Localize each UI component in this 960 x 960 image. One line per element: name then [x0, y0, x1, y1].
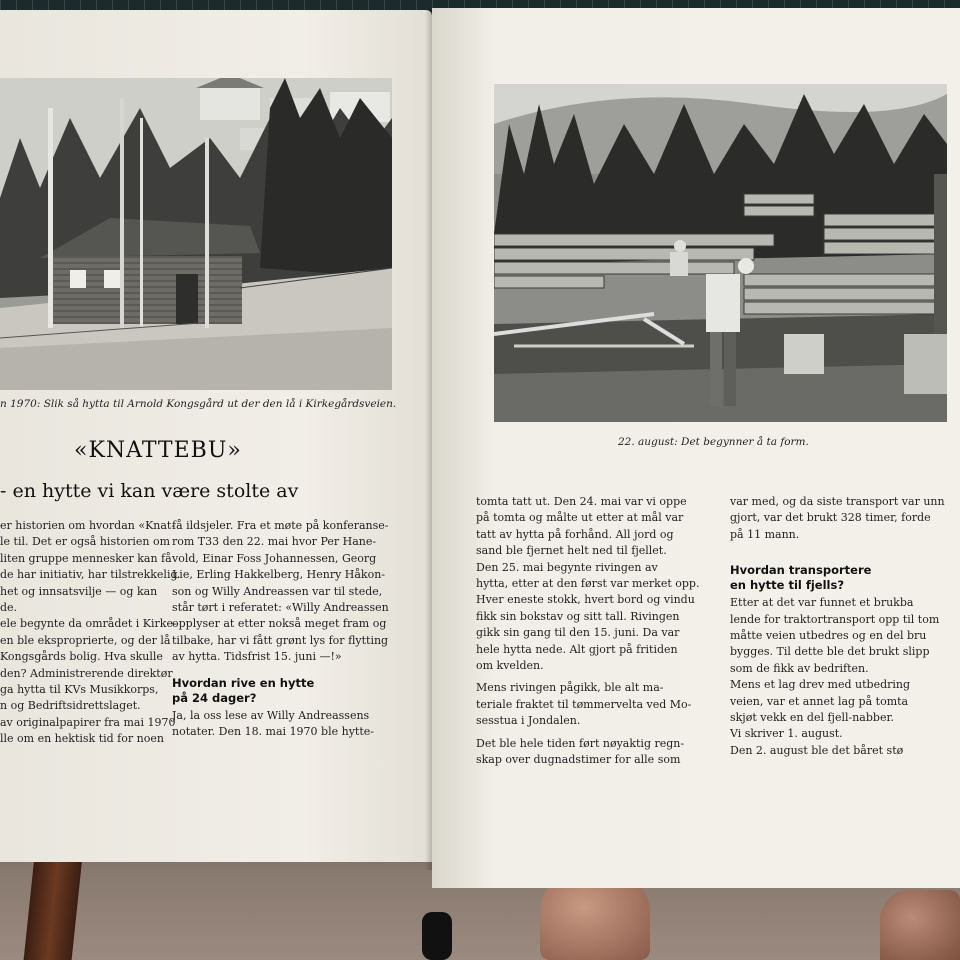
text-line: måtte veien utbedres og en del bru: [730, 629, 927, 643]
text-line: Den 25. mai begynte rivingen av: [476, 560, 658, 574]
text-line: en ble eksproprierte, og der lå: [0, 633, 171, 647]
text-line: hele hytta nede. Alt gjort på fritiden: [476, 642, 678, 656]
dark-object: [422, 912, 452, 960]
text-line: fikk sin bokstav og sitt tall. Rivingen: [476, 609, 680, 623]
text-line: sesstua i Jondalen.: [476, 714, 581, 728]
article-title: «KNATTEBU»: [74, 438, 242, 463]
text-line: Den 2. august ble det båret stø: [730, 743, 904, 757]
text-column-3: [476, 494, 716, 769]
text-line: var med, og da siste transport var unn: [730, 495, 945, 508]
text-line: tatt av hytta på forhånd. All jord og: [476, 527, 674, 541]
heading-line: på 24 dager?: [172, 690, 257, 705]
text-line: sand ble fjernet helt ned til fjellet.: [476, 544, 667, 558]
text-line: son og Willy Andreassen var til stede,: [172, 584, 383, 598]
text-line: Hver eneste stokk, hvert bord og vindu: [476, 593, 695, 607]
article-subtitle: - en hytte vi kan være stolte av: [0, 480, 299, 502]
text-line: Mens et lag drev med utbedring: [730, 678, 911, 692]
section-heading: [730, 563, 960, 593]
text-line: av hytta. Tidsfrist 15. juni —!»: [172, 650, 342, 664]
text-line: Lie, Erling Hakkelberg, Henry Håkon-: [172, 568, 386, 582]
photo-cabin-construction: [494, 84, 947, 422]
text-line: het og innsatsvilje — og kan: [0, 584, 158, 598]
photo-old-cabin: [0, 78, 392, 390]
text-line: som de fikk av bedriften.: [730, 661, 869, 675]
text-line: Etter at det var funnet et brukba: [730, 596, 914, 610]
text-line: Ja, la oss lese av Willy Andreassens: [172, 708, 370, 722]
text-line: bygges. Til dette ble det brukt slipp: [730, 645, 930, 659]
heading-line: Hvordan transportere: [730, 563, 872, 578]
text-line: veien, var et annet lag på tomta: [730, 694, 909, 708]
text-line: Vi skriver 1. august.: [730, 727, 843, 741]
text-line: gjort, var det brukt 328 timer, forde: [730, 511, 931, 525]
text-column-1: [0, 518, 178, 748]
text-line: hytta, etter at den først var merket opp.: [476, 577, 700, 591]
text-line: ga hytta til KVs Musikkorps,: [0, 683, 159, 697]
text-line: ele begynte da området i Kirke-: [0, 617, 177, 631]
text-line: liten gruppe mennesker kan få: [0, 551, 172, 565]
text-line: rom T33 den 22. mai hvor Per Hane-: [172, 535, 377, 549]
text-line: opplyser at etter nokså meget fram og: [172, 617, 387, 631]
text-line: på tomta og målte ut etter at mål var: [476, 511, 684, 525]
text-line: den? Administrerende direktør: [0, 666, 173, 680]
text-line: på 11 mann.: [730, 527, 800, 541]
text-line: Kongsgårds bolig. Hva skulle: [0, 650, 163, 664]
text-line: de har initiativ, har tilstrekkelig: [0, 568, 178, 582]
text-line: av originalpapirer fra mai 1970: [0, 715, 176, 729]
text-line: de.: [0, 601, 18, 615]
right-page: [432, 8, 960, 888]
text-line: om kvelden.: [476, 659, 544, 673]
left-page: [0, 10, 432, 862]
section-heading: [172, 676, 387, 706]
text-column-2: [172, 518, 387, 740]
text-line: skjøt vekk en del fjell-nabber.: [730, 711, 894, 725]
text-line: skap over dugnadstimer for alle som: [476, 753, 681, 767]
heading-line: Hvordan rive en hytte: [172, 675, 315, 690]
text-line: n og Bedriftsidrettslaget.: [0, 699, 141, 713]
text-line: gikk sin gang til den 15. juni. Da var: [476, 626, 680, 640]
text-line: lle om en hektisk tid for noen: [0, 732, 164, 746]
text-line: står tørt i referatet: «Willy Andreassen: [172, 601, 389, 615]
heading-line: en hytte til fjells?: [730, 578, 845, 593]
bare-foot-right: [880, 890, 960, 960]
text-column-4: [730, 494, 960, 759]
text-line: få ildsjeler. Fra et møte på konferanse-: [172, 519, 389, 532]
text-line: er historien om hvordan «Knat-: [0, 519, 176, 532]
photo-caption-right: 22. august: Det begynner å ta form.: [618, 436, 809, 448]
text-line: teriale fraktet til tømmervelta ved Mo-: [476, 697, 692, 711]
text-line: tomta tatt ut. Den 24. mai var vi oppe: [476, 495, 687, 508]
text-line: lende for traktortransport opp til tom: [730, 612, 940, 626]
photo-caption-left: n 1970: Slik så hytta til Arnold Kongsgård ut der den lå i Kirkegårdsveien.: [0, 398, 397, 410]
text-line: le til. Det er også historien om: [0, 535, 171, 549]
text-line: notater. Den 18. mai 1970 ble hytte-: [172, 725, 374, 739]
text-line: vold, Einar Foss Johannessen, Georg: [172, 551, 377, 565]
text-line: Mens rivingen pågikk, ble alt ma-: [476, 681, 664, 695]
text-line: Det ble hele tiden ført nøyaktig regn-: [476, 736, 685, 750]
text-line: tilbake, har vi fått grønt lys for flytting: [172, 633, 389, 647]
